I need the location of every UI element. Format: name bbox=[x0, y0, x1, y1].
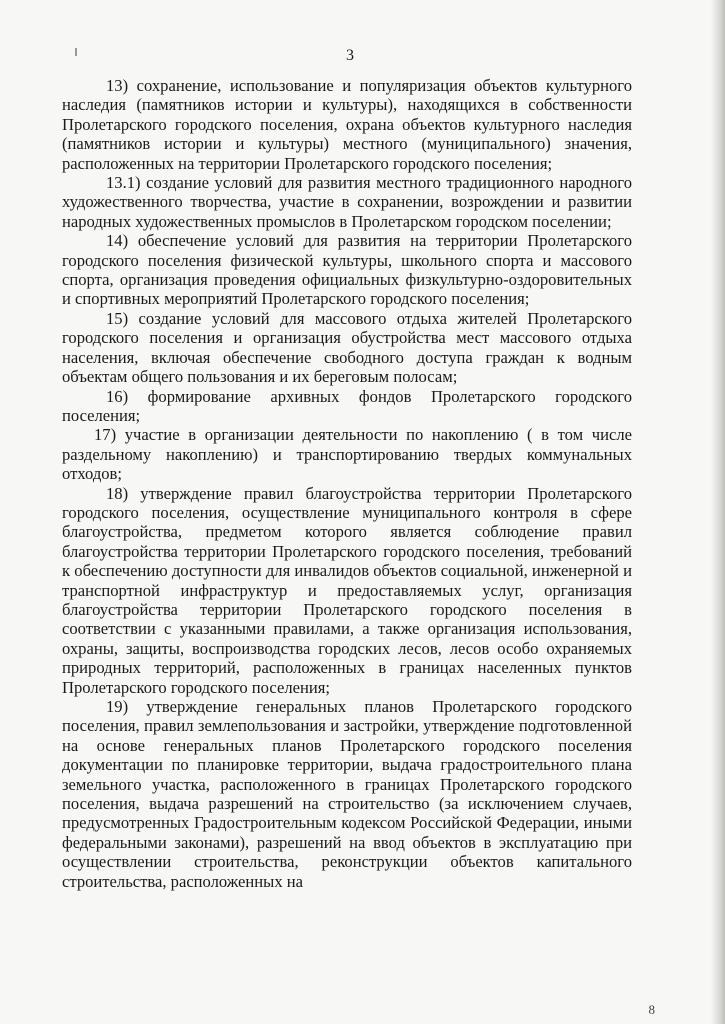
paragraph-16: 16) формирование архивных фондов Пролетарского городского поселения; bbox=[62, 386, 632, 425]
page-number: 3 bbox=[346, 47, 354, 64]
document-body bbox=[62, 76, 632, 891]
paragraph-17: 17) участие в организации деятельности по накоплению ( в том числе раздельному накоплению) и транспортированию твердых коммунальных отходов; bbox=[62, 425, 632, 484]
paragraph-15: 15) создание условий для массового отдыха жителей Пролетарского городского поселения и организация обустройства мест массового отдыха населения, включая обеспечение свободного доступа граждан к водным объектам общего пользования и их береговым полосам; bbox=[62, 308, 632, 387]
paragraph-14: 14) обеспечение условий для развития на территории Пролетарского городского поселения физической культуры, школьного спорта и массового спорта, организация проведения официальных физкультурно-оздоровительных и спортивных мероприятий Пролетарского городского поселения; bbox=[62, 231, 632, 309]
paragraph-18: 18) утверждение правил благоустройства территории Пролетарского городского поселения, осуществление муниципального контроля в сфере благоустройства, предметом которого является соблюдение правил благоустройства территории Пролетарского городского поселения, требований к обеспечению доступности для инвалидов объектов социальной, инженерной и транспортной инфраструктур и предоставляемых услуг, организация благоустройства территории Пролетарского городского поселения в соответствии с указанными правилами, а также организация использования, охраны, защиты, воспроизводства городских лесов, лесов особо охраняемых природных территорий, расположенных в границах населенных пунктов Пролетарского городского поселения; bbox=[62, 483, 632, 697]
paragraph-19: 19) утверждение генеральных планов Пролетарского городского поселения, правил землепользования и застройки, утверждение подготовленной на основе генеральных планов Пролетарского городского поселения документации по планировке территории, выдача градостроительного плана земельного участка, расположенного в границах Пролетарского городского поселения, выдача разрешений на строительство (за исключением случаев, предусмотренных Градостроительным кодексом Российской Федерации, иными федеральными законами), разрешений на ввод объектов в эксплуатацию при осуществлении строительства, реконструкции объектов капитального строительства, расположенных на bbox=[62, 697, 632, 891]
paragraph-13-1: 13.1) создание условий для развития местного традиционного народного художественного творчества, участие в сохранении, возрождении и развитии народных художественных промыслов в Пролетарском городском поселении; bbox=[62, 173, 632, 231]
corner-handwritten-mark: 8 bbox=[648, 1002, 655, 1017]
page-edge-shadow bbox=[711, 0, 725, 1024]
paragraph-13: 13) сохранение, использование и популяризация объектов культурного наследия (памятников истории и культуры), находящихся в собственности Пролетарского городского поселения, охрана объектов культурного наследия (памятников истории и культуры) местного (муниципального) значения, расположенных на территории Пролетарского городского поселения; bbox=[62, 76, 632, 173]
